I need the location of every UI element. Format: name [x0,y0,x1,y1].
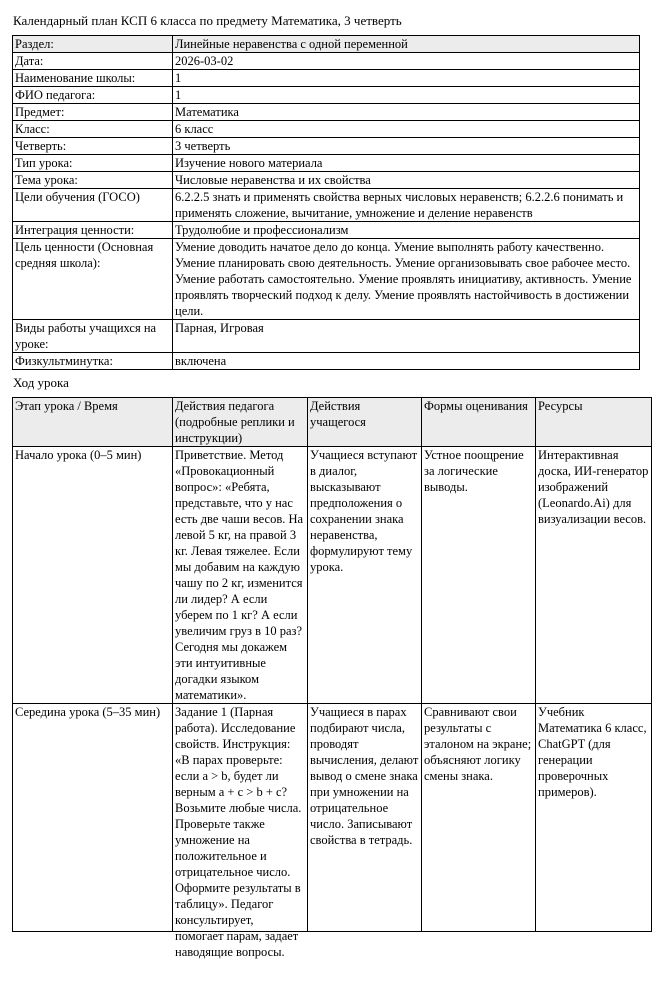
header-stage: Этап урока / Время [13,398,173,447]
meta-row [13,70,640,87]
meta-row [13,138,640,155]
assessment-cell: Устное поощрение за логические выводы. [422,447,536,704]
meta-value: 1 [173,87,640,104]
lesson-flow-title: Ход урока [13,375,69,390]
resources-cell [536,704,652,932]
meta-row [13,353,640,370]
lesson-header-row [13,398,652,447]
meta-key: Раздел: [13,36,173,53]
stage-text: Середина урока (5–35 мин) [15,705,161,719]
meta-key: Тема урока: [13,172,173,189]
meta-value: включена [173,353,640,370]
resources-cell: Интерактивная доска, ИИ-генератор изображений (Leonardo.Ai) для визуализации весов. [536,447,652,704]
teacher-actions-text: Задание 1 (Парная работа). Исследование свойств. Инструкция: «В парах проверьте: если a > b, будет ли верным a + c > b + c? Возьмите любые числа. Проверьте также умножение на положительное и отрицательное число. Оформите результаты в таблицу». Педагог консультирует, помогает парам, задает наводящие вопросы. [175,705,302,959]
student-actions-cell [308,704,422,932]
meta-key: Физкультминутка: [13,353,173,370]
meta-key: Виды работы учащихся на уроке: [13,320,173,353]
teacher-actions-cell: Приветствие. Метод «Провокационный вопрос»: «Ребята, представьте, что у нас есть две чаши весов. На левой 5 кг, на правой 3 кг. Левая тяжелее. Если мы добавим на каждую чашу по 2 кг, изменится ли лидер? А если уберем по 1 кг? А если увеличим груз в 10 раз? Сегодня мы докажем эти интуитивные догадки языком математики». [173,447,308,704]
meta-key: Четверть: [13,138,173,155]
teacher-actions-cell [173,704,308,959]
meta-row [13,104,640,121]
lesson-row-start [13,447,652,704]
student-actions-text: Учащиеся в парах подбирают числа, проводят вычисления, делают вывод о смене знака при умножении на отрицательное число. Записывают свойства в тетрадь. [310,705,419,847]
meta-value: 6.2.2.5 знать и применять свойства верных числовых неравенств; 6.2.2.6 понимать и применять сложение, вычитание, умножение и деление неравенств [173,189,640,222]
meta-row [13,155,640,172]
lesson-flow-table [12,397,652,959]
meta-value: Изучение нового материала [173,155,640,172]
meta-value: 3 четверть [173,138,640,155]
meta-key: Предмет: [13,104,173,121]
meta-row [13,36,640,53]
lesson-meta-table [12,35,640,370]
header-resources: Ресурсы [536,398,652,447]
meta-value: 2026-03-02 [173,53,640,70]
assessment-cell [422,704,536,932]
meta-row [13,121,640,138]
meta-value: Числовые неравенства и их свойства [173,172,640,189]
stage-cell [13,704,173,932]
resources-text: Учебник Математика 6 класс, ChatGPT (для генерации проверочных примеров). [538,705,647,799]
meta-key: Цель ценности (Основная средняя школа): [13,239,173,320]
meta-key: Дата: [13,53,173,70]
meta-key: Класс: [13,121,173,138]
meta-row [13,172,640,189]
meta-key: Тип урока: [13,155,173,172]
header-assessment: Формы оценивания [422,398,536,447]
header-student-actions: Действия учащегося [308,398,422,447]
lesson-row-middle [13,704,652,932]
meta-row [13,222,640,239]
meta-value: Парная, Игровая [173,320,640,353]
meta-row [13,87,640,104]
meta-key: Наименование школы: [13,70,173,87]
document-title: Календарный план КСП 6 класса по предмету Математика, 3 четверть [13,13,402,28]
meta-key: Цели обучения (ГОСО) [13,189,173,222]
meta-key: ФИО педагога: [13,87,173,104]
student-actions-cell: Учащиеся вступают в диалог, высказывают предположения о сохранении знака неравенства, формулируют тему урока. [308,447,422,704]
meta-row [13,189,640,222]
meta-row [13,320,640,353]
meta-row [13,53,640,70]
meta-row [13,239,640,320]
assessment-text: Сравнивают свои результаты с эталоном на экране; объясняют логику смены знака. [424,705,532,783]
meta-value: 1 [173,70,640,87]
meta-value: Умение доводить начатое дело до конца. Умение выполнять работу качественно. Умение планировать свою деятельность. Умение организовывать свое рабочее место. Умение работать самостоятельно. Умение проявлять инициативу, активность. Умение проявлять творческий подход к делу. Умение проявлять настойчивость в достижении цели. [173,239,640,320]
stage-cell: Начало урока (0–5 мин) [13,447,173,704]
header-teacher-actions: Действия педагога (подробные реплики и инструкции) [173,398,308,447]
meta-value: Математика [173,104,640,121]
meta-value: Линейные неравенства с одной переменной [173,36,640,53]
meta-value: 6 класс [173,121,640,138]
meta-value: Трудолюбие и профессионализм [173,222,640,239]
meta-key: Интеграция ценности: [13,222,173,239]
